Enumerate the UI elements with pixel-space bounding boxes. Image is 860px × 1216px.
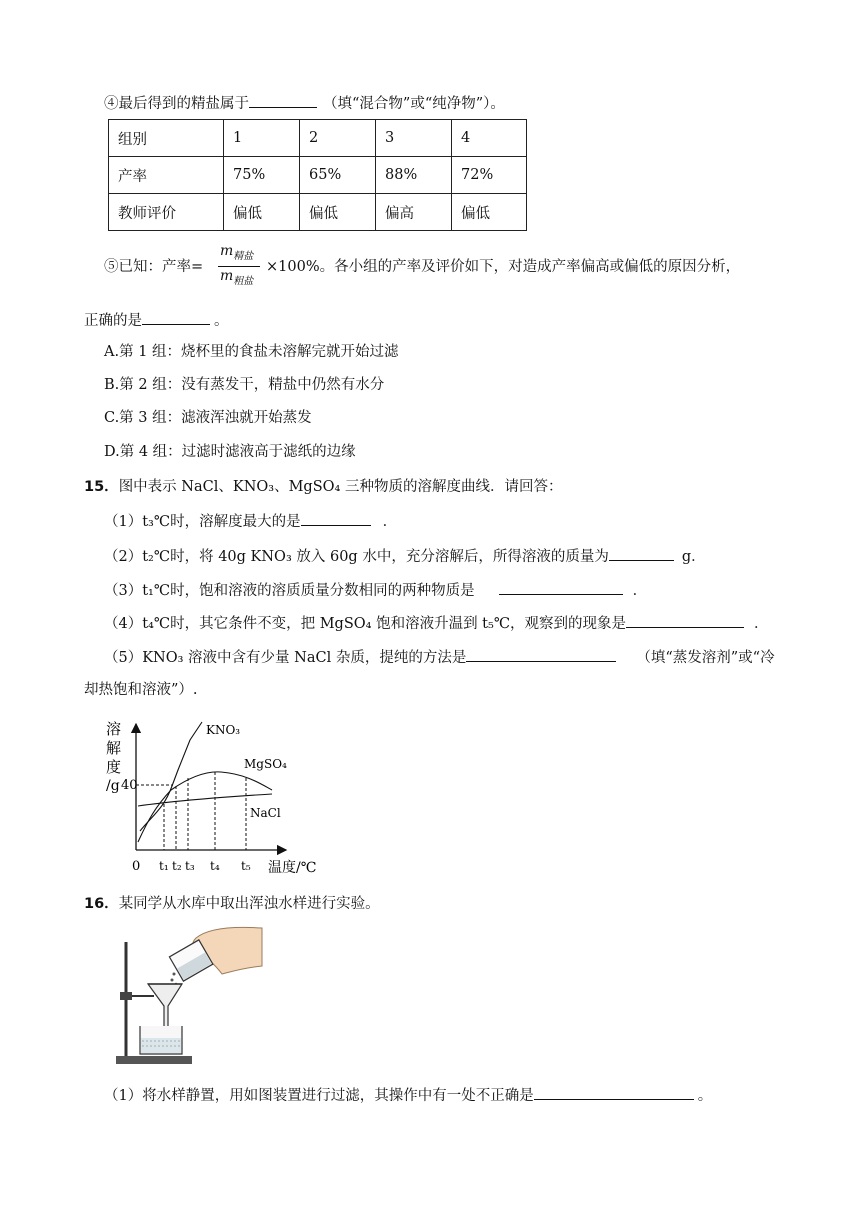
q15-sub5: （5）KNO₃ 溶液中含有少量 NaCl 杂质，提纯的方法是 （填“蒸发溶剂”或“冷 (104, 646, 775, 668)
x-tick-label: t₅ (241, 859, 251, 873)
curve-label-mgso4: MgSO₄ (244, 757, 287, 771)
answer-blank[interactable] (626, 612, 744, 628)
q15-sub4: （4）t₄℃时，其它条件不变，把 MgSO₄ 饱和溶液升温到 t₅℃，观察到的现象是 ． (104, 612, 769, 634)
q14-part5-suffix: ×100%。各小组的产率及评价如下，对造成产率偏高或偏低的原因分析， (266, 259, 741, 275)
answer-blank[interactable] (609, 545, 674, 561)
q15-sub2: （2）t₂℃时，将 40g KNO₃ 放入 60g 水中，充分溶解后，所得溶液的质量为 g． (104, 545, 706, 567)
fraction-bar (218, 266, 260, 267)
circled-5-mark: ⑤ (104, 259, 119, 275)
answer-blank[interactable] (466, 646, 616, 662)
table-cell: 教师评价 (109, 194, 224, 231)
q15-sub3: （3）t₁℃时，饱和溶液的溶质质量分数相同的两种物质是 ． (104, 579, 647, 601)
table-cell: 4 (452, 120, 527, 157)
curve-kno3 (140, 722, 202, 831)
option-c[interactable]: C.第 3 组：滤液浑浊就开始蒸发 (104, 410, 312, 426)
table-cell: 3 (376, 120, 452, 157)
table-cell: 88% (376, 157, 452, 194)
question-number: 15． (84, 479, 119, 495)
table-cell: 偏低 (452, 194, 527, 231)
table-cell: 偏低 (224, 194, 300, 231)
curve-label-kno3: KNO₃ (206, 723, 241, 737)
y-axis-title-char: 解 (106, 739, 122, 757)
answer-blank[interactable] (142, 309, 210, 325)
table-cell: 2 (300, 120, 376, 157)
curve-nacl (138, 794, 272, 806)
table-cell: 65% (300, 157, 376, 194)
x-axis-title: 温度/℃ (268, 860, 317, 876)
table-cell: 偏高 (376, 194, 452, 231)
q16-sub1: （1）将水样静置，用如图装置进行过滤，其操作中有一处不正确是 。 (104, 1084, 712, 1106)
x-tick-label: t₂ (172, 859, 182, 873)
table-row (109, 157, 527, 194)
q15-sub1: （1）t₃℃时，溶解度最大的是 ． (104, 510, 397, 532)
answer-blank[interactable] (499, 579, 623, 595)
q14-part5-line2: 正确的是 。 (84, 309, 229, 331)
stand-base (116, 1056, 192, 1064)
table-cell: 组别 (109, 120, 224, 157)
question-number: 16． (84, 896, 119, 912)
x-tick-label: t₄ (210, 859, 220, 873)
y-axis-title-char: 度 (106, 758, 122, 776)
q16-stem: 16．某同学从水库中取出浑浊水样进行实验。 (84, 896, 380, 912)
q15-sub5-line2: 却热饱和溶液”）. (84, 682, 198, 698)
q15-stem: 15．图中表示 NaCl、KNO₃、MgSO₄ 三种物质的溶解度曲线．请回答： (84, 479, 563, 495)
answer-blank[interactable] (301, 510, 371, 526)
solubility-curve-graph (96, 716, 326, 876)
filtration-apparatus-illustration (112, 922, 272, 1068)
table-cell: 1 (224, 120, 300, 157)
curve-label-nacl: NaCl (250, 806, 281, 820)
option-a[interactable]: A.第 1 组：烧杯里的食盐未溶解完就开始过滤 (104, 344, 399, 360)
y-axis-title-char: 溶 (106, 720, 122, 738)
x-tick-label: t₁ (159, 859, 169, 873)
circled-4-mark: ④ (104, 96, 119, 112)
x-tick-label: t₃ (185, 859, 195, 873)
option-d[interactable]: D.第 4 组：过滤时滤液高于滤纸的边缘 (104, 444, 356, 460)
q14-part4: ④最后得到的精盐属于 （填“混合物”或“纯净物”）。 (104, 92, 505, 114)
table-cell: 产率 (109, 157, 224, 194)
funnel (148, 984, 182, 1028)
answer-blank[interactable] (534, 1084, 694, 1100)
y-axis-title-char: /g (106, 778, 120, 794)
table-cell: 72% (452, 157, 527, 194)
y-tick-label: 40 (121, 778, 138, 793)
table-cell: 75% (224, 157, 300, 194)
origin-label: 0 (132, 859, 141, 874)
option-b[interactable]: B.第 2 组：没有蒸发干，精盐中仍然有水分 (104, 377, 385, 393)
answer-blank[interactable] (249, 92, 317, 108)
yield-table (108, 119, 527, 231)
table-cell: 偏低 (300, 194, 376, 231)
table-row (109, 194, 527, 231)
table-row (109, 120, 527, 157)
q14-part5: ⑤已知：产率= (104, 259, 204, 275)
